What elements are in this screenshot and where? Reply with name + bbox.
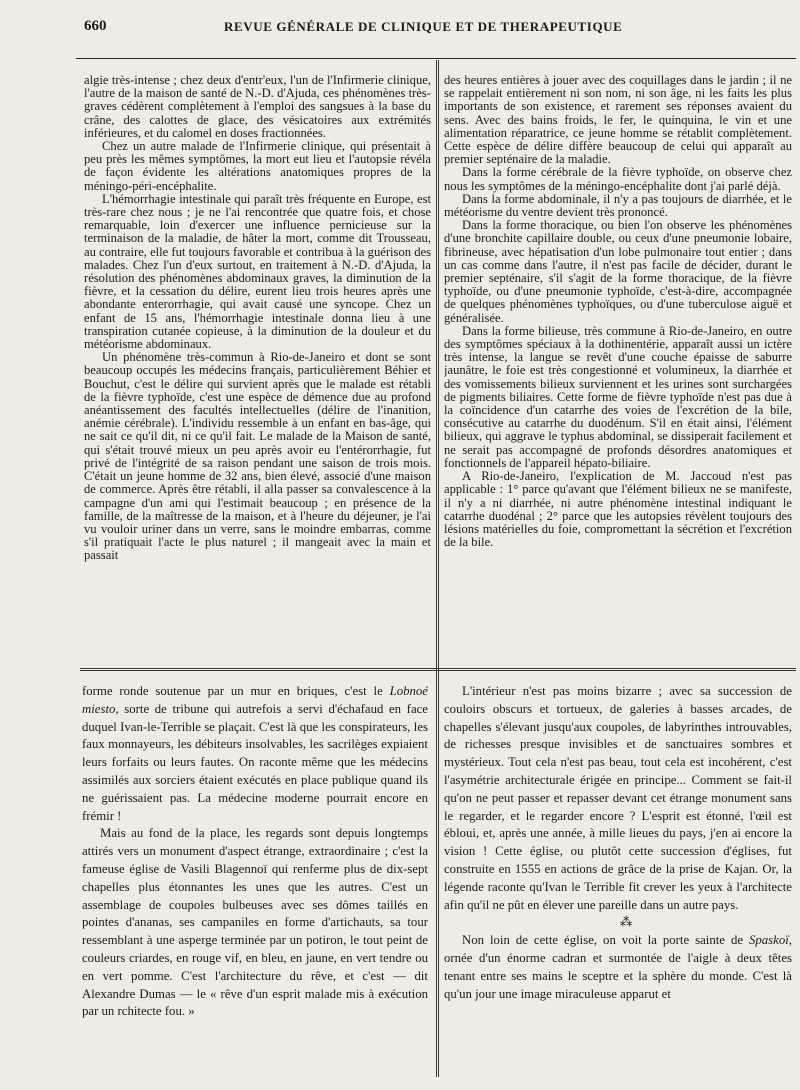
text-run: , sorte de tribune qui autrefois a servi d'échafaud en face duquel Ivan-le-Terrible se plaçait. C'est là que les conspirateurs, les faux monnayeurs, les débiteurs insolvables, les sacrilèges expiaient leurs forfaits ou leurs fautes. On raconte même que les médecins assimilés aux sorciers étaient exécutés en place publique quand ils ne guérissaient pas. La médecine moderne pourrait encore en frémir ! [82,701,428,823]
lower-right-column [444,683,792,1083]
text-run: forme ronde soutenue par un mur en briques, c'est le [82,684,390,698]
paragraph: Dans la forme bilieuse, très commune à Rio-de-Janeiro, en outre des symptômes spéciaux à la dothinentérie, apparaît aussi un ictère très intense, la langue se revêt d'une couche épaisse de saburre jaunâtre, le foie est très congestionné et volumineux, la diarrhée et des vomissements bilieux surviennent et les urines sont surchargées de pigments biliaires. Cette forme de fièvre typhoïde n'est pas due à la coïncidence d'un catarrhe des voies de l'excrétion de la bile, consécutive au catarrhe du duodénum. S'il en était ainsi, l'élément bilieux, qui aggrave le typhus abdominal, se dissiperait facilement et ne serait pas accompagné de profonds désordres anatomiques et fonctionnels de l'appareil hépato-biliaire. [444,323,792,470]
text-run: Non loin de cette église, on voit la porte sainte de [462,933,749,948]
page-header [84,18,784,40]
paragraph: Mais au fond de la place, les regards sont depuis longtemps attirés vers un monument d'aspect étrange, extraordinaire ; c'est la fameuse église de Vasili Blagennoï qui renferme plus de dix-sept chapelles plus étonnantes les unes que les autres. C'est un assemblage de coupoles bulbeuses avec ses dômes taillés en pointes d'ananas, ses campaniles en forme d'artichauts, sa tour ressemblant à une asperge terminée par un potiron, le tout peint de couleurs criardes, en rouge vif, en bleu, en jaune, en vert tendre ou en vert pomme. C'est l'architecture du rêve, et c'est — dit Alexandre Dumas — le « rêve d'un esprit malade mis à exécution par un rchitecte fou. » [82,826,428,1019]
running-title: REVUE GÉNÉRALE DE CLINIQUE ET DE THERAPEUTIQUE [224,19,623,34]
paragraph: L'hémorrhagie intestinale qui paraît très fréquente en Europe, est très-rare chez nous ; je ne l'ai rencontrée que quatre fois, et chose remarquable, loin d'exercer une influence pernicieuse sur la terminaison de la maladie, de hâter la mort, comme dit Trousseau, au contraire, elle fut toujours favorable et contribua à la guérison des malades. Chez l'un d'eux surtout, en traitement à N.-D. d'Ajuda, la résolution des phénomènes abdominaux graves, la diminution de la fièvre, et la cessation du délire, eurent lieu trois heures après une abondante enterorrhagie, qui avait causé une syncope. Chez un enfant de 15 ans, l'hémorrhagie intestinale donna lieu à une transpiration cutanée copieuse, à la diminution de la douleur et du météorisme abdominaux. [84,191,431,352]
paragraph: Chez un autre malade de l'Infirmerie clinique, qui présentait à peu près les mêmes symptômes, la mort eut lieu et l'autopsie révéla de façon évidente les altérations anatomiques propres de la méningo-péri-encéphalite. [84,139,431,193]
column-divider-lower [436,672,439,1077]
paragraph: Un phénomène très-commun à Rio-de-Janeiro et dont se sont beaucoup occupés les médecins français, particulièrement Béhier et Bouchut, c'est le délire qui survient après que le malade est rétabli de la fièvre typhoïde, c'est une espèce de démence due au profond anéantissement des facultés intellectuelles (délire de l'inanition, anémie cérébrale). L'individu ressemble à un enfant en bas-âge, qui ne sait ce qu'il dit, ni ce qu'il fait. Le malade de la Maison de santé, qui s'était trouvé mieux un peu après avoir eu l'entérorrhagie, fut privé de l'intégrité de sa raison pendant une saison de trois mois. C'était un jeune homme de 32 ans, bien élevé, associé d'une maison de commerce. Après être rétabli, il alla passer sa convalescence à la campagne d'un ami qui l'estimait beaucoup ; en présence de la famille, de la maîtresse de la maison, et à l'heure du déjeuner, je l'ai vu vouloir uriner dans un verre, sans le moindre embarras, comme s'il pratiquait l'acte le plus naturel ; il mangeait avec la main et passait [84,350,431,563]
paragraph: L'intérieur n'est pas moins bizarre ; avec sa succession de couloirs obscurs et tortueux, de galeries à basses arcades, de chapelles s'élevant jusqu'aux coupoles, de labyrinthes introuvables, de richesses presque invisibles et de sanctuaires sombres et mystérieux. Tout cela n'est pas beau, tout cela est incohérent, c'est l'asymétrie architecturale érigée en principe... Comment se fait-il qu'on ne peut passer et repasser devant cet étrange monument sans le regarder, et le regarder encore ? L'esprit est étonné, l'œil est ébloui, et, après une année, à mille lieues du pays, j'en ai encore la vision ! Cette église, ou plutôt cette succession d'églises, fut construite en 1555 en actions de grâce de la prise de Kajan. Or, la légende raconte qu'Ivan le Terrible fit crever les yeux à l'architecte afin qu'il ne pût en élever une pareille dans un autre pays. [444,684,792,912]
place-name: Spaskoï [748,933,789,948]
column-divider-upper [436,60,439,690]
lower-left-column [82,683,428,1083]
paragraph: des heures entières à jouer avec des coquillages dans le jardin ; il ne se rappelait entièrement ni son nom, ni son âge, ni les faits les plus importants de son existence, et rarement ses réponses avaient du sens. Avec des bains froids, le fer, le quinquina, le vin et une alimentation réparatrice, ce jeune homme se rétablit complètement. Cette espèce de délire diffère beaucoup de celui qui apparaît au premier septénaire de la maladie. [444,74,792,167]
paragraph [82,683,428,825]
paragraph: Dans la forme thoracique, ou bien l'on observe les phénomènes d'une bronchite capillaire double, ou ceux d'une pneumonie lobaire, fibrineuse, avec hépatisation d'un lobe pulmonaire tout entier ; dans un cas comme dans l'autre, il n'est pas facile de décider, durant le premier septénaire, s'il s'agit de la forme thoracique, de la fièvre typhoïde, ou d'une pneumonie typhoïde, c'est-à-dire, accompagnée de quelques phénomènes typhoïques, ou d'une tuberculose aiguë et généralisée. [444,218,792,325]
header-rule [76,58,796,59]
section-break-asterism: ⁂ [619,915,635,930]
paragraph: algie très-intense ; chez deux d'entr'eux, l'un de l'Infirmerie clinique, l'autre de la maison de santé de N.-D. d'Ajuda, ces phénomènes très-graves cédèrent complètement à l'emploi des sangsues à la base du crâne, des calottes de glace, des vésicatoires aux extrémités inférieures, et du calomel en doses fractionnées. [84,74,431,140]
paragraph: A Rio-de-Janeiro, l'explication de M. Jaccoud n'est pas applicable : 1° parce qu'avant que l'élément bilieux ne se manifeste, il n'y a ni diarrhée, ni autre phénomène intestinal indiquant le catarrhe duodénal ; 2° parce que les autopsies révèlent toujours des lésions matérielles du foie, compromettant la sécrétion et l'excrétion de la bile. [444,469,792,550]
place-name: Lobnoé miesto [82,684,428,716]
upper-right-column [444,74,792,698]
paragraph: Dans la forme cérébrale de la fièvre typhoïde, on observe chez nous les symptômes de la méningo-encéphalite dont j'ai parlé déjà. [444,165,792,193]
text-run: , ornée d'un énorme cadran et surmontée de l'aigle à deux têtes tenant entre ses mains le sceptre et la sphère du monde. C'est là qu'un jour une image miraculeuse apparut et [444,933,792,1001]
upper-left-column [84,74,431,698]
paragraph: Dans la forme abdominale, il n'y a pas toujours de diarrhée, et le météorisme du ventre devient très prononcé. [444,191,792,220]
page-number: 660 [84,18,107,34]
paragraph [444,932,792,1003]
